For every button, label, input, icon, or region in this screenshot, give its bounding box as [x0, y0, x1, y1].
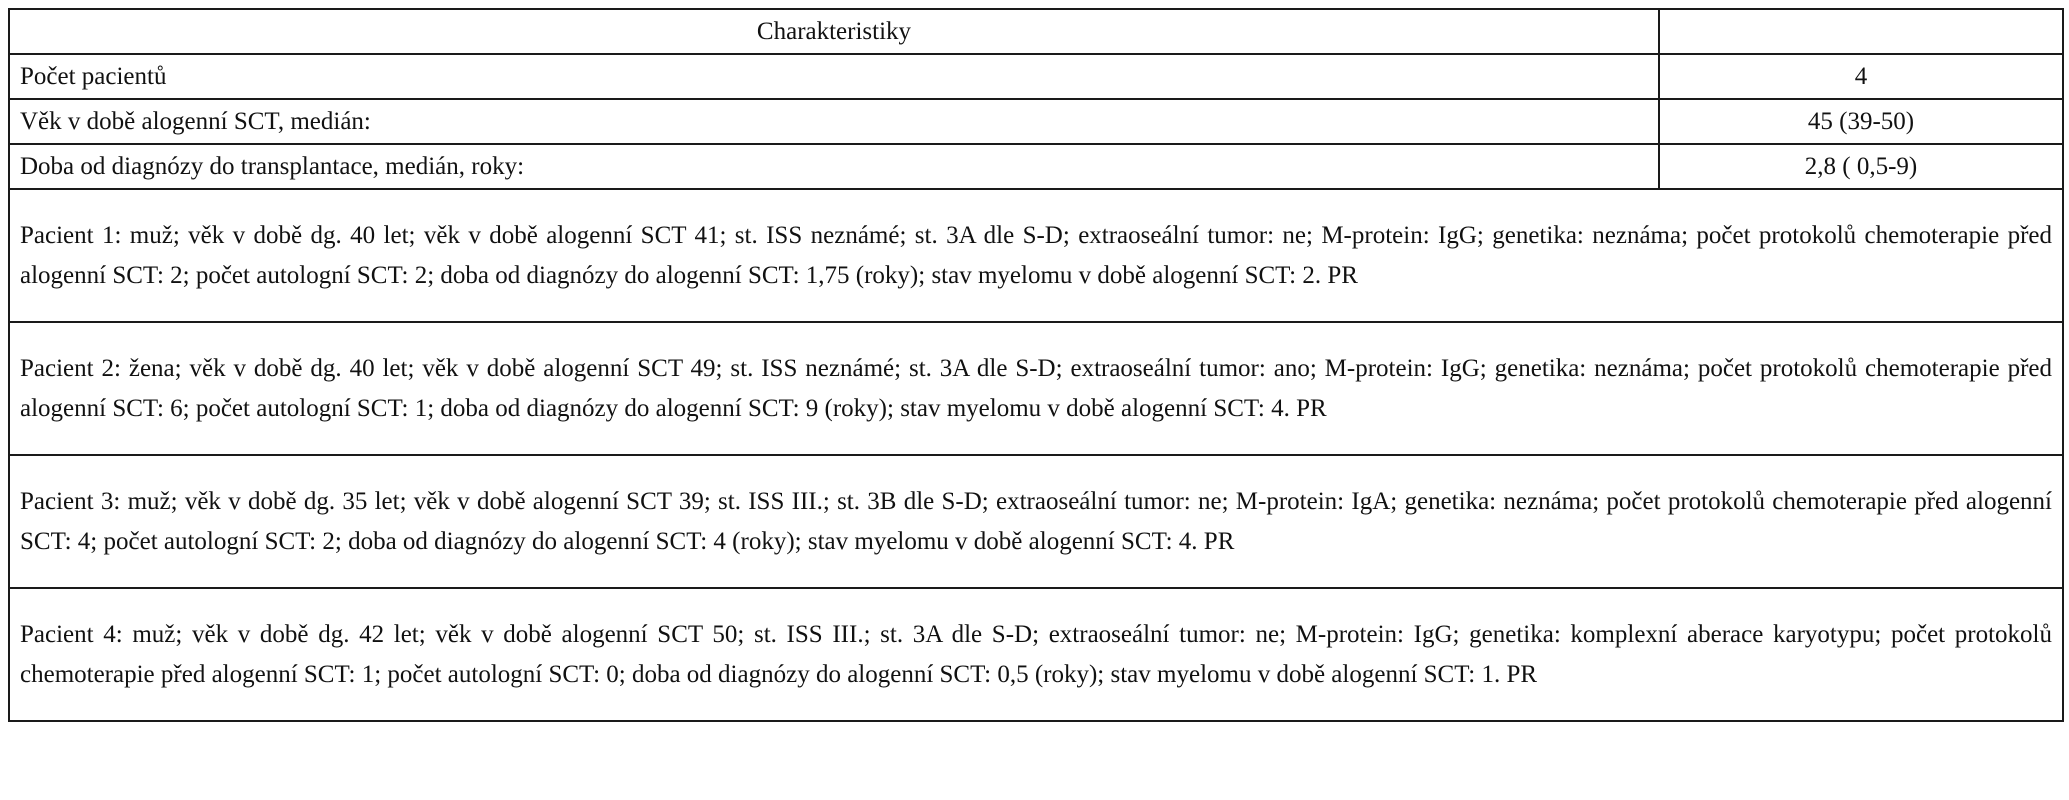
table-row-patient-4 — [9, 588, 2063, 721]
row-value: 45 (39-50) — [1659, 99, 2063, 144]
patient-description: Pacient 1: muž; věk v době dg. 40 let; věk v době alogenní SCT 41; st. ISS neznámé; st. 3A dle S-D; extraoseální tumor: ne; M-protein: IgG; genetika: neznáma; počet protokolů chemoterapie před alogenní SCT: 2; počet autologní SCT: 2; doba od diagnózy do alogenní SCT: 1,75 (roky); stav myelomu v době alogenní SCT: 2. PR — [9, 189, 2063, 322]
row-value: 4 — [1659, 54, 2063, 99]
header-label-cell: Charakteristiky — [9, 9, 1659, 54]
table-row-median-age — [9, 99, 2063, 144]
header-value-cell — [1659, 9, 2063, 54]
patient-description: Pacient 3: muž; věk v době dg. 35 let; věk v době alogenní SCT 39; st. ISS III.; st. 3B dle S-D; extraoseální tumor: ne; M-protein: IgA; genetika: neznáma; počet protokolů chemoterapie před alogenní SCT: 4; počet autologní SCT: 2; doba od diagnózy do alogenní SCT: 4 (roky); stav myelomu v době alogenní SCT: 4. PR — [9, 455, 2063, 588]
patient-description: Pacient 4: muž; věk v době dg. 42 let; věk v době alogenní SCT 50; st. ISS III.; st. 3A dle S-D; extraoseální tumor: ne; M-protein: IgG; genetika: komplexní aberace karyotypu; počet protokolů chemoterapie před alogenní SCT: 1; počet autologní SCT: 0; doba od diagnózy do alogenní SCT: 0,5 (roky); stav myelomu v době alogenní SCT: 1. PR — [9, 588, 2063, 721]
table-row-time-to-transplant — [9, 144, 2063, 189]
table-row-patient-1 — [9, 189, 2063, 322]
row-label: Doba od diagnózy do transplantace, medián, roky: — [9, 144, 1659, 189]
row-value: 2,8 ( 0,5-9) — [1659, 144, 2063, 189]
header-row — [9, 9, 2063, 54]
table-row-patient-3 — [9, 455, 2063, 588]
characteristics-table — [8, 8, 2064, 722]
patient-description: Pacient 2: žena; věk v době dg. 40 let; věk v době alogenní SCT 49; st. ISS neznámé; st. 3A dle S-D; extraoseální tumor: ano; M-protein: IgG; genetika: neznáma; počet protokolů chemoterapie před alogenní SCT: 6; počet autologní SCT: 1; doba od diagnózy do alogenní SCT: 9 (roky); stav myelomu v době alogenní SCT: 4. PR — [9, 322, 2063, 455]
row-label: Počet pacientů — [9, 54, 1659, 99]
table-row-patient-count — [9, 54, 2063, 99]
table-row-patient-2 — [9, 322, 2063, 455]
row-label: Věk v době alogenní SCT, medián: — [9, 99, 1659, 144]
